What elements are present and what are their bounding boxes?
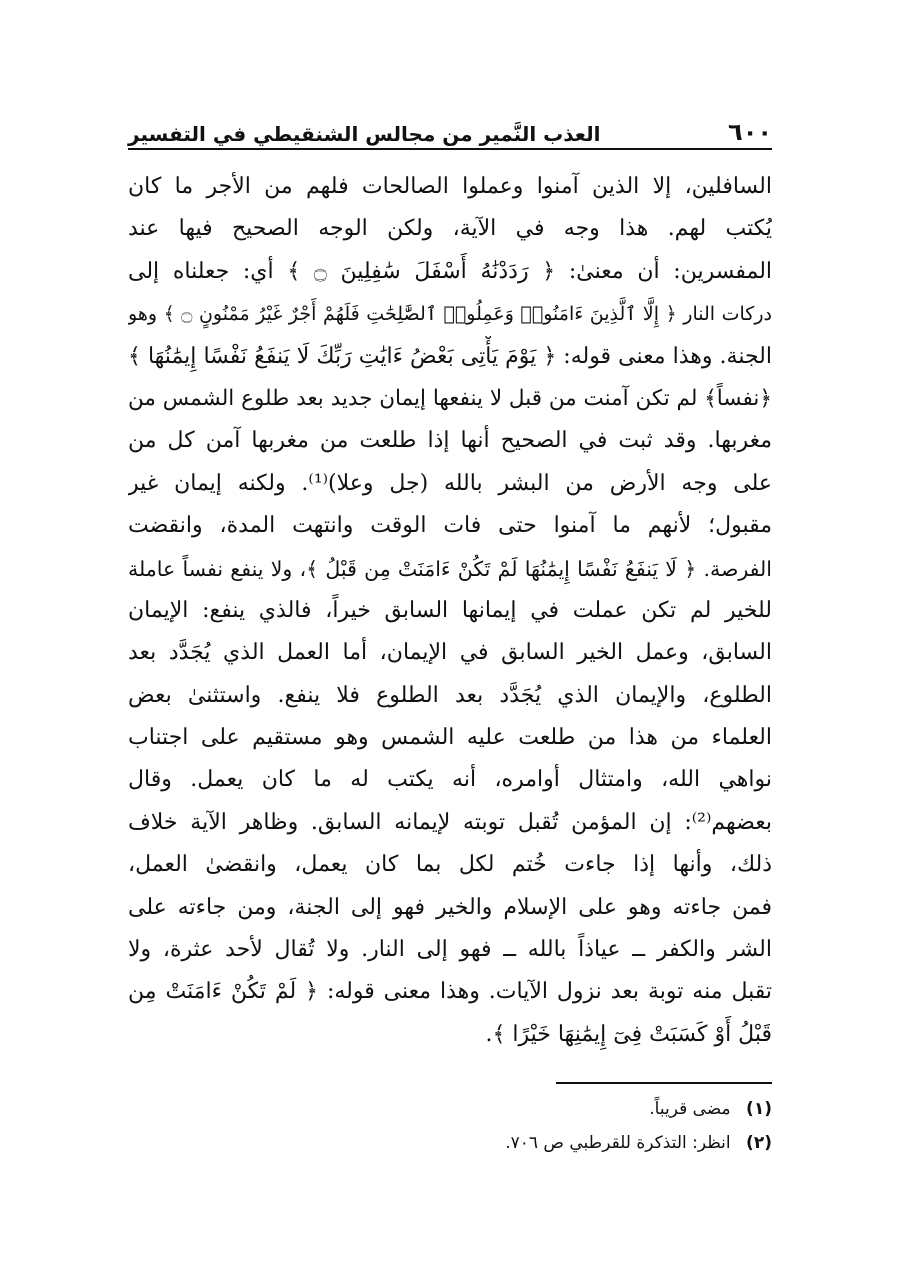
text-line: قَبْلُ أَوْ كَسَبَتْ فِىٓ إِيمَٰنِهَا خَيْرًا ﴾. [485, 1021, 772, 1047]
text-line: بعضهم⁽²⁾: إن المؤمن تُقبل توبته لإيمانه السابق. وظاهر الآية خلاف [128, 809, 772, 835]
footnote-rule [556, 1082, 772, 1084]
footnote-text: انظر: التذكرة للقرطبي ص ٧٠٦. [505, 1133, 731, 1153]
footnote-text: مضى قريباً. [649, 1099, 731, 1119]
footnote-number: (٢) [746, 1133, 772, 1153]
text-line: مقبول؛ لأنهم ما آمنوا حتى فات الوقت وانتهت المدة، وانقضت [128, 513, 772, 539]
text-line: تقبل منه توبة بعد نزول الآيات. وهذا معنى قوله: ﴿ لَمْ تَكُنْ ءَامَنَتْ مِن [128, 979, 772, 1005]
page-header [128, 108, 772, 146]
footnotes [272, 1092, 772, 1160]
text-line: السافلين، إلا الذين آمنوا وعملوا الصالحات فلهم من الأجر ما كان [128, 174, 772, 199]
text-line: نواهي الله، وامتثال أوامره، أنه يكتب له ما كان يعمل. وقال [128, 767, 772, 793]
text-line: السابق، وعمل الخير السابق في الإيمان، أما العمل الذي يُجَدَّد بعد [128, 640, 772, 666]
footnote [272, 1092, 772, 1126]
text-line: الجنة. وهذا معنى قوله: ﴿ يَوْمَ يَأْتِى بَعْضُ ءَايَٰتِ رَبِّكَ لَا يَنفَعُ نَفْسًا إِيمَٰنُهَا ﴾ [128, 343, 772, 369]
text-line: الشر والكفر ــ عياذاً بالله ــ فهو إلى النار. ولا تُقال لأحد عثرة، ولا [128, 937, 772, 963]
body-text [128, 166, 772, 1056]
text-line: يُكتب لهم. هذا وجه في الآية، ولكن الوجه الصحيح فيها عند [128, 216, 772, 242]
text-line: الطلوع، والإيمان الذي يُجَدَّد بعد الطلوع فلا ينفع. واستثنىٰ بعض [128, 682, 772, 708]
text-line: مغربها. وقد ثبت في الصحيح أنها إذا طلعت من مغربها آمن كل من [128, 428, 772, 454]
text-line: ﴿نفساً﴾ لم تكن آمنت من قبل لا ينفعها إيمان جديد بعد طلوع الشمس من [128, 385, 772, 411]
page-number: ٦٠٠ [728, 118, 772, 146]
text-line: العلماء من هذا من طلعت عليه الشمس وهو مستقيم على اجتناب [128, 725, 772, 751]
header-rule [128, 148, 772, 150]
text-line: دركات النار ﴿ إِلَّا ٱلَّذِينَ ءَامَنُوا۟ وَعَمِلُوا۟ ٱلصَّٰلِحَٰتِ فَلَهُمْ أَجْرٌ غَيْرُ مَمْنُونٍ ۝ ﴾ وهو [128, 303, 772, 326]
text-line: الفرصة. ﴿ لَا يَنفَعُ نَفْسًا إِيمَٰنُهَا لَمْ تَكُنْ ءَامَنَتْ مِن قَبْلُ ﴾، ولا ينفع نفساً عاملة [128, 556, 772, 581]
footnote [272, 1126, 772, 1160]
running-title: العذب النَّمير من مجالس الشنقيطي في التفسير [128, 122, 601, 146]
text-line: على وجه الأرض من البشر بالله (جل وعلا)⁽¹⁾. ولكنه إيمان غير [128, 470, 772, 496]
text-line: للخير لم تكن عملت في إيمانها السابق خيراً، فالذي ينفع: الإيمان [128, 597, 772, 623]
text-line: المفسرين: أن معنىٰ: ﴿ رَدَدْنَٰهُ أَسْفَلَ سَٰفِلِينَ ۝ ﴾ أي: جعلناه إلى [128, 258, 772, 284]
text-line: ذلك، وأنها إذا جاءت خُتم لكل بما كان يعمل، وانقضىٰ العمل، [128, 852, 772, 878]
footnote-number: (١) [746, 1099, 772, 1119]
text-line: فمن جاءته وهو على الإسلام والخير فهو إلى الجنة، ومن جاءته على [128, 894, 772, 920]
